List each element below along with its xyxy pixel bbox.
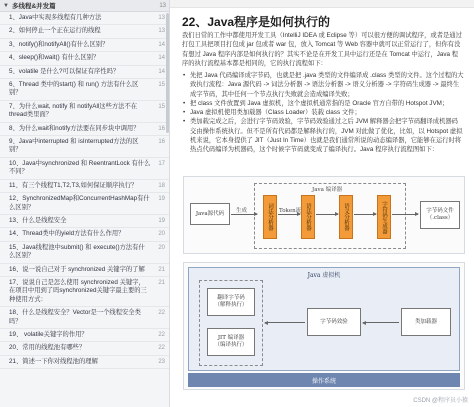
outline-item[interactable] (0, 39, 169, 52)
operating-system-bar: 操作系统 (188, 373, 460, 387)
outline-item[interactable] (0, 264, 169, 277)
outline-item-page: 13 (158, 28, 165, 35)
outline-item-label: 17、说说自己是怎么使用 synchronized 关键字，在项目中用到了吗synchronized关键字最主要的三种使用方式： (9, 278, 147, 303)
flow-arrow (278, 214, 300, 215)
collapse-caret-icon[interactable]: ▼ (3, 2, 9, 9)
outline-item-page: 22 (158, 331, 165, 338)
outline-item-label: 7、为什么wait, notify 和 notifyAll这些方法不在thread类里面？ (9, 102, 138, 119)
outline-item-page: 19 (158, 196, 165, 203)
outline-item-page: 20 (158, 244, 165, 251)
outline-item-page: 14 (158, 55, 165, 62)
outline-item[interactable] (0, 79, 169, 101)
outline-item-page: 15 (158, 82, 165, 89)
outline-item-page: 17 (158, 160, 165, 167)
lexer-box: 词法分析器 (263, 195, 277, 239)
watermark: CSDN @程序员小猿 (413, 398, 468, 404)
outline-item[interactable] (0, 12, 169, 25)
outline-item-label: 6、Thread 类中的start() 和 run() 方法有什么区别？ (9, 81, 139, 97)
arrow-label: 生成 (236, 208, 248, 214)
section-heading: 22、Java程序是如何执行的 (182, 15, 331, 29)
bullet-icon: • (183, 72, 186, 79)
outline-item[interactable] (0, 228, 169, 241)
outline-item-label: 12、SynchronizedMap和ConcurrentHashMap有什么区别？ (9, 195, 150, 211)
bullet-icon: • (183, 109, 186, 117)
outline-item-page: 23 (158, 358, 165, 365)
compiler-frame-label: Java 编译器 (312, 187, 343, 193)
outline-item-page: 14 (158, 41, 165, 48)
bullet-icon: • (183, 118, 186, 126)
outline-item-label: 15、Java线程池中submit() 和 execute()方法有什么区别？ (9, 243, 145, 260)
outline-item[interactable] (0, 342, 169, 355)
bytecode-verifier-box: 字节码效验 (307, 308, 361, 336)
outline-item-label: 18、什么是线程安全？Vector是一个线程安全类吗？ (9, 309, 141, 325)
outline-item-label: 21、简述一下你对线程池的理解 (9, 357, 98, 365)
outline-item-label: 1、Java中实现多线程有几种方法 (9, 14, 102, 21)
sidebar-scrollbar[interactable] (166, 13, 169, 133)
flow-arrow (316, 214, 338, 215)
list-item: • 把 class 文件放置到 Java 虚拟机，这个虚拟机通常指的是 Oracle 官方自带的 Hotspot JVM； (183, 99, 449, 107)
outline-item[interactable] (0, 307, 169, 329)
outline-item[interactable] (0, 123, 169, 136)
outline-item-label: 9、Java中interrupted 和 isInterrupted方法的区别？ (9, 138, 139, 154)
bytecode-generator-box: 字符码生成器 (377, 195, 391, 239)
outline-sidebar (0, 0, 170, 407)
outline-item-page: 13 (158, 15, 165, 21)
outline-item[interactable] (0, 66, 169, 79)
outline-section-title: 多线程&并发篇 (11, 3, 56, 10)
outline-item[interactable] (0, 158, 169, 180)
outline-item-label: 14、Thread类中的yield方法有什么作用？ (9, 230, 125, 238)
page-top-strip (170, 0, 474, 8)
outline-item-page: 14 (158, 68, 165, 75)
flow-arrow (265, 322, 305, 323)
outline-item[interactable] (0, 277, 169, 307)
jvm-title: Java 虚拟机 (307, 272, 341, 279)
outline-item-label: 2、如何停止一个正在运行的线程 (9, 27, 101, 35)
list-item: • 先把 Java 代码编译成字节码，也就是把 .java 类型的文件编译成 .class 类型的文件。这个过程的大致执行流程：Java 源代码 -> 词法分析器 -> 语法分析器 -> 语义分析器 -> 字符码生成器 -> 最终生成字节码，其中任何一个节点执行失败就会造成编译失败； (183, 72, 464, 98)
jvm-execution-diagram (183, 262, 465, 390)
outline-item[interactable] (0, 329, 169, 342)
execution-steps-list (182, 71, 464, 155)
outline-item-label: 20、常用的线程池有哪些？ (9, 344, 86, 352)
outline-item-label: 3、notify()和notifyAll()有什么区别？ (9, 40, 109, 48)
outline-item[interactable] (0, 356, 169, 369)
source-code-box: Java源代码 (190, 203, 230, 225)
outline-item-label: 11、有三个线程T1,T2,T3,如何保证顺序执行？ (9, 181, 138, 189)
outline-item-page: 19 (158, 217, 165, 224)
outline-item[interactable] (0, 193, 169, 215)
outline-item[interactable] (0, 101, 169, 123)
bullet-icon: • (183, 99, 186, 107)
outline-section-header[interactable] (0, 0, 169, 12)
flow-arrow (392, 214, 418, 215)
class-loader-box: 类加载器 (401, 308, 451, 336)
outline-item[interactable] (0, 242, 169, 264)
outline-item[interactable] (0, 136, 169, 158)
outline-item[interactable] (0, 52, 169, 65)
outline-item-page: 21 (158, 279, 165, 286)
outline-item-label: 13、什么是线程安全 (9, 216, 67, 224)
jvm-frame (188, 267, 460, 371)
outline-item-label: 19、 volatile关键字的作用？ (9, 330, 88, 338)
outline-item-page: 21 (158, 266, 165, 273)
outline-item[interactable] (0, 180, 169, 193)
outline-item-label: 5、volatile 是什么?可以保证有序性吗？ (9, 67, 120, 75)
outline-list (0, 12, 169, 369)
outline-item[interactable] (0, 25, 169, 38)
outline-item-page: 20 (158, 231, 165, 238)
outline-item-label: 16、说一说自己对于 synchronized 关键字的了解 (9, 265, 145, 273)
flow-arrow (363, 322, 399, 323)
outline-item-page: 16 (158, 125, 165, 132)
interpreter-box: 翻译字节码 （解释执行） (207, 288, 255, 316)
list-item: • 类加载完成之后，会进行字节码效验，字节码效验通过之后 JVM 解释器会把字节码翻译成机器码交由操作系统执行。但不是所有代码都是解释执行的，JVM 对此做了优化，比如，以 Hotspot 虚拟机来说，它本身提供了 JIT（Just In Time）也就是我们通常所说的动态编译器，它能够在运行时将热点代码编译为机器码，这个时候字节码就变成了编译执行。Java 程序执行流程图如下： (183, 118, 463, 154)
outline-item-page: 22 (158, 345, 165, 352)
intro-paragraph: 我们日常的工作中都使用开发工具（IntelliJ IDEA 或 Eclipse 等）可以很方便的调试程序，或者是通过打包工具把项目打包成 jar 包或者 war 包，放入 Tomcat 等 Web 容器中就可以正常运行了，但你有没有想过 Java 程序内部是如何执行的？其实不论是在开发工具中运行还是在 Tomcat 中运行，Java 程序的执行流程基本都是相同的，它的执行流程如下： (182, 32, 462, 68)
bytecode-file-box: 字节码文件 （.class） (420, 201, 460, 229)
flow-arrow (354, 214, 376, 215)
document-page (170, 0, 474, 407)
outline-item-page: 16 (158, 139, 165, 146)
outline-item[interactable] (0, 215, 169, 228)
compile-flow-diagram (183, 176, 465, 254)
outline-item-page: 18 (158, 182, 165, 189)
flow-arrow (231, 214, 257, 215)
outline-item-label: 4、sleep()和wait() 有什么区别？ (9, 54, 100, 62)
token-label: Token流 (279, 208, 302, 214)
outline-item-label: 10、Java中synchronized 和 ReentrantLock 有什么不同？ (9, 159, 151, 176)
list-item: • Java 虚拟机使用类加载器（Class Loader）装载 class 文件； (183, 109, 361, 117)
semantic-analyzer-box: 语义分析器 (339, 195, 353, 239)
outline-item-label: 8、为什么wait和notify方法要在同步块中调用？ (9, 124, 140, 132)
parser-box: 语法分析器 (301, 195, 315, 239)
jit-compiler-box: JIT 编译器 （编译执行） (207, 328, 255, 356)
outline-item-page: 22 (158, 310, 165, 317)
outline-item-page: 15 (158, 103, 165, 110)
page-number: 13 (159, 2, 166, 9)
